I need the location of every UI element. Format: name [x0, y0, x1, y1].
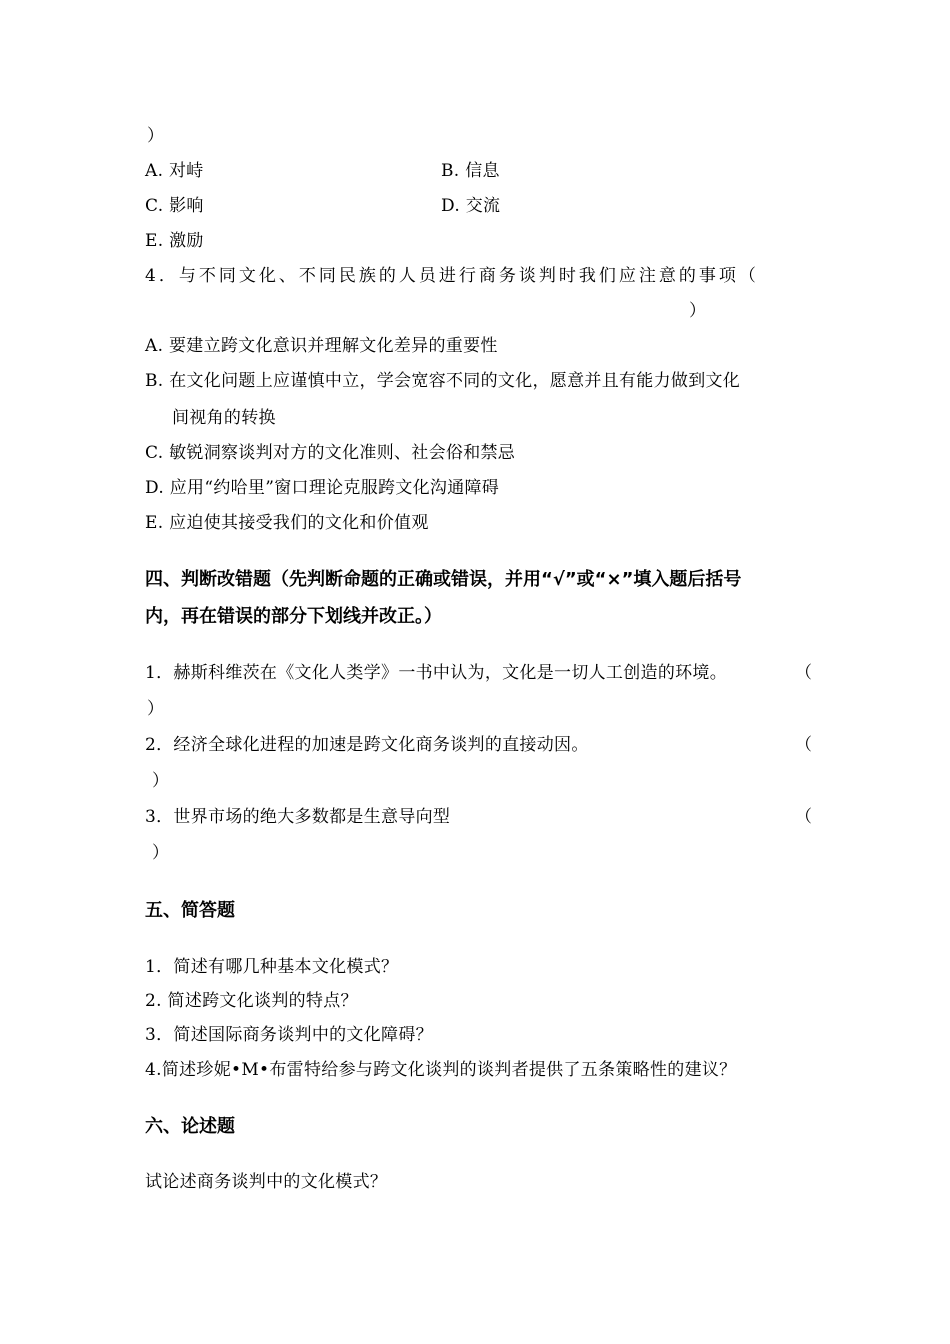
section6-question: 试论述商务谈判中的文化模式？: [145, 1172, 388, 1192]
q3-option-e: E. 激励: [145, 231, 204, 251]
q4-stem: 4．与不同文化、不同民族的人员进行商务谈判时我们应注意的事项（: [145, 266, 759, 286]
q4-option-b-line2: 间视角的转换: [172, 408, 276, 428]
q4-close-paren: ）: [689, 301, 707, 321]
section4-item-3: 3．世界市场的绝大多数都是生意导向型: [145, 807, 451, 827]
section4-heading-line1: 四、判断改错题（先判断命题的正确或错误，并用“√”或“×”填入题后括号: [145, 569, 742, 590]
section6-heading: 六、论述题: [145, 1116, 235, 1137]
section4-item-2-close-paren: ）: [152, 771, 169, 791]
section5-item-1: 1．简述有哪几种基本文化模式？: [145, 957, 399, 977]
q3-option-d: D. 交流: [441, 196, 501, 216]
section5-item-4: 4.简述珍妮•M•布雷特给参与跨文化谈判的谈判者提供了五条策略性的建议？: [145, 1060, 737, 1080]
section4-item-1: 1．赫斯科维茨在《文化人类学》一书中认为，文化是一切人工创造的环境。: [145, 663, 728, 683]
section4-item-2: 2．经济全球化进程的加速是跨文化商务谈判的直接动因。: [145, 735, 589, 755]
section4-item-3-close-paren: ）: [152, 843, 169, 863]
q4-option-b-line1: B. 在文化问题上应谨慎中立，学会宽容不同的文化，愿意并且有能力做到文化: [145, 371, 741, 391]
q4-option-c: C. 敏锐洞察谈判对方的文化准则、社会俗和禁忌: [145, 443, 516, 463]
section4-item-3-open-paren: （: [795, 807, 812, 827]
section4-heading-line2: 内，再在错误的部分下划线并改正。）: [145, 606, 442, 627]
section4-item-2-open-paren: （: [795, 735, 812, 755]
q3-option-c: C. 影响: [145, 196, 204, 216]
q4-option-a: A. 要建立跨文化意识并理解文化差异的重要性: [145, 336, 498, 356]
q3-option-b: B. 信息: [441, 161, 500, 181]
q3-option-a: A. 对峙: [145, 161, 204, 181]
q3-close-paren: ）: [147, 126, 165, 146]
section5-item-3: 3．简述国际商务谈判中的文化障碍？: [145, 1025, 433, 1045]
section4-item-1-close-paren: ）: [147, 699, 164, 719]
section5-heading: 五、简答题: [145, 900, 235, 921]
section4-item-1-open-paren: （: [795, 663, 812, 683]
q4-option-e: E. 应迫使其接受我们的文化和价值观: [145, 513, 429, 533]
section5-item-2: 2. 简述跨文化谈判的特点？: [145, 991, 358, 1011]
q4-option-d: D. 应用“约哈里”窗口理论克服跨文化沟通障碍: [145, 478, 500, 498]
